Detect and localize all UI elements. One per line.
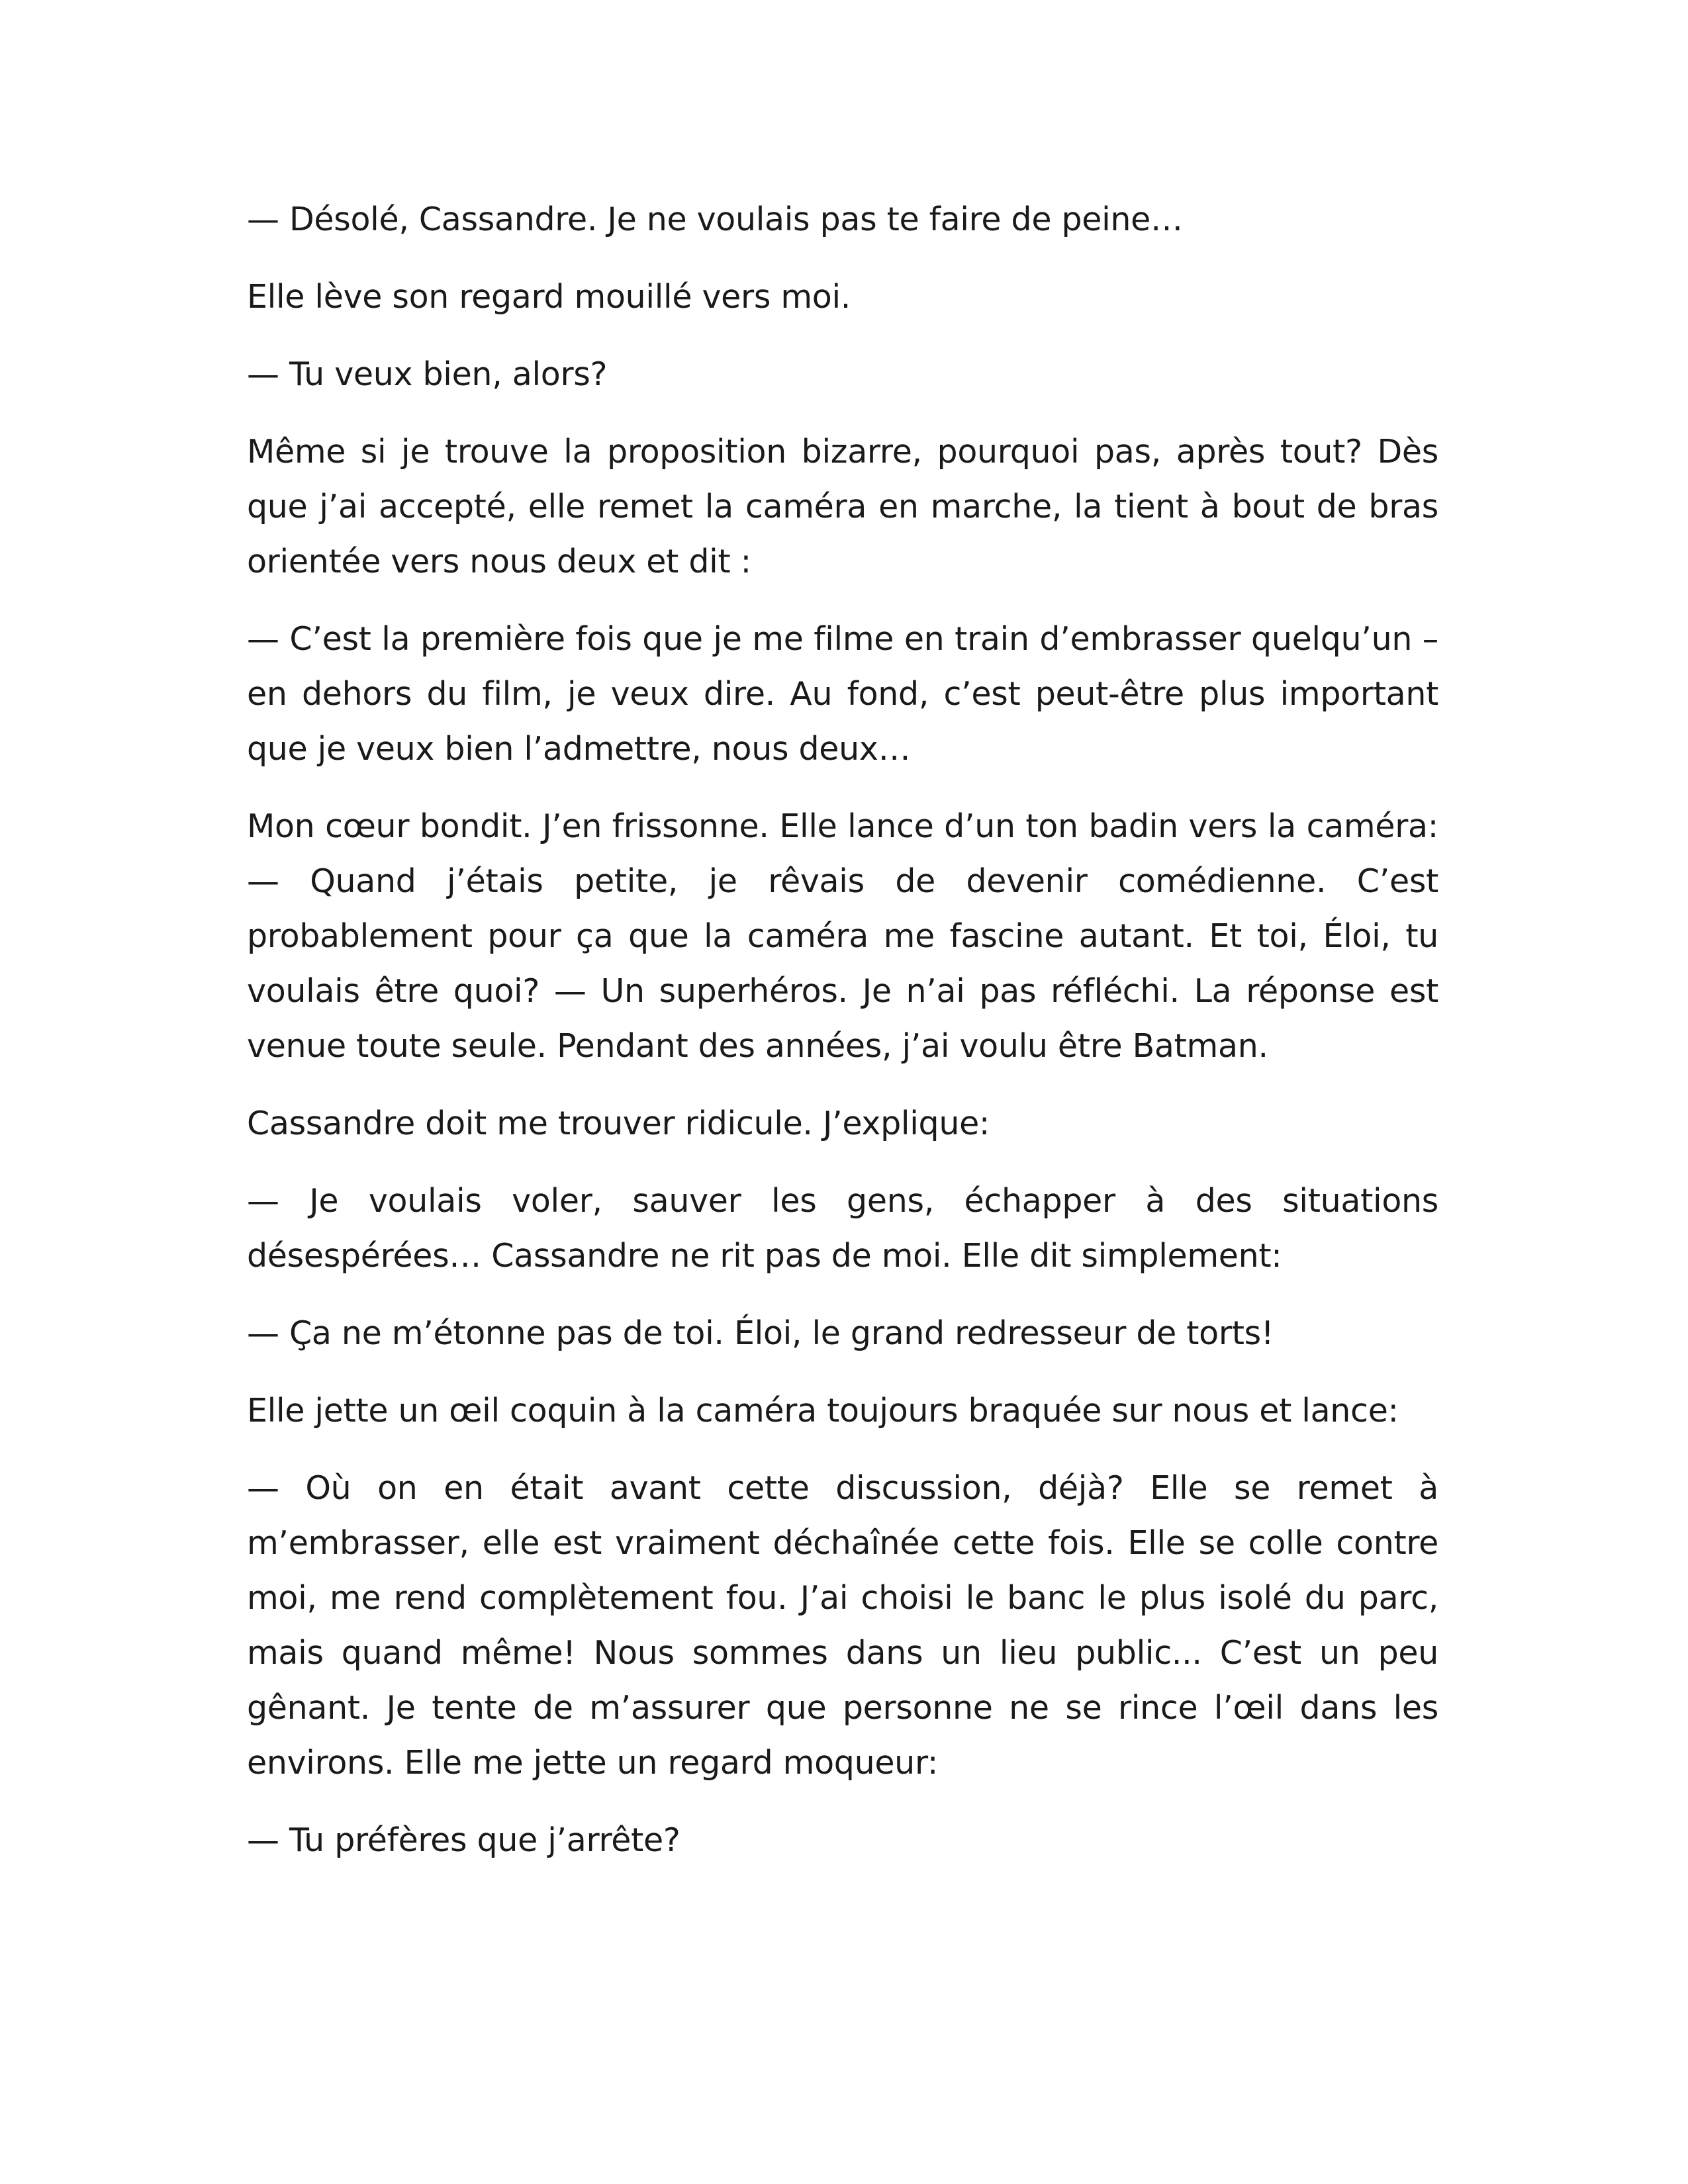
paragraph: Même si je trouve la proposition bizarre, pourquoi pas, après tout? Dès que j’ai accepté, elle remet la caméra en marche, la tient à bout de bras orientée vers nous deux et dit : xyxy=(247,433,1438,580)
paragraph: — Ça ne m’étonne pas de toi. Éloi, le grand redresseur de torts! xyxy=(247,1314,1274,1352)
paragraph: — Tu préfères que j’arrête? xyxy=(247,1821,680,1859)
paragraph: — Tu veux bien, alors? xyxy=(247,355,608,393)
document-page xyxy=(247,192,1438,1890)
paragraph: Elle lève son regard mouillé vers moi. xyxy=(247,278,851,316)
paragraph: — Où on en était avant cette discussion, déjà? Elle se remet à m’embrasser, elle est vraiment déchaînée cette fois. Elle se colle contre moi, me rend complètement fou. J’ai choisi le banc le plus isolé du parc, mais quand même! Nous sommes dans un lieu public... C’est un peu gênant. Je tente de m’assurer que personne ne se rince l’œil dans les environs. Elle me jette un regard moqueur: xyxy=(247,1469,1438,1782)
paragraph: Mon cœur bondit. J’en frissonne. Elle lance d’un ton badin vers la caméra: — Quand j’étais petite, je rêvais de devenir comédienne. C’est probablement pour ça que la caméra me fascine autant. Et toi, Éloi, tu voulais être quoi? — Un superhéros. Je n’ai pas réfléchi. La réponse est venue toute seule. Pendant des années, j’ai voulu être Batman. xyxy=(247,807,1438,1065)
paragraph: — C’est la première fois que je me filme en train d’embrasser quelqu’un – en dehors du film, je veux dire. Au fond, c’est peut-être plus important que je veux bien l’admettre, nous deux… xyxy=(247,620,1438,768)
paragraph: — Désolé, Cassandre. Je ne voulais pas te faire de peine… xyxy=(247,201,1183,238)
paragraph: Cassandre doit me trouver ridicule. J’explique: xyxy=(247,1105,990,1142)
paragraph: Elle jette un œil coquin à la caméra toujours braquée sur nous et lance: xyxy=(247,1392,1399,1430)
paragraph: — Je voulais voler, sauver les gens, échapper à des situations désespérées… Cassandre ne rit pas de moi. Elle dit simplement: xyxy=(247,1182,1438,1275)
